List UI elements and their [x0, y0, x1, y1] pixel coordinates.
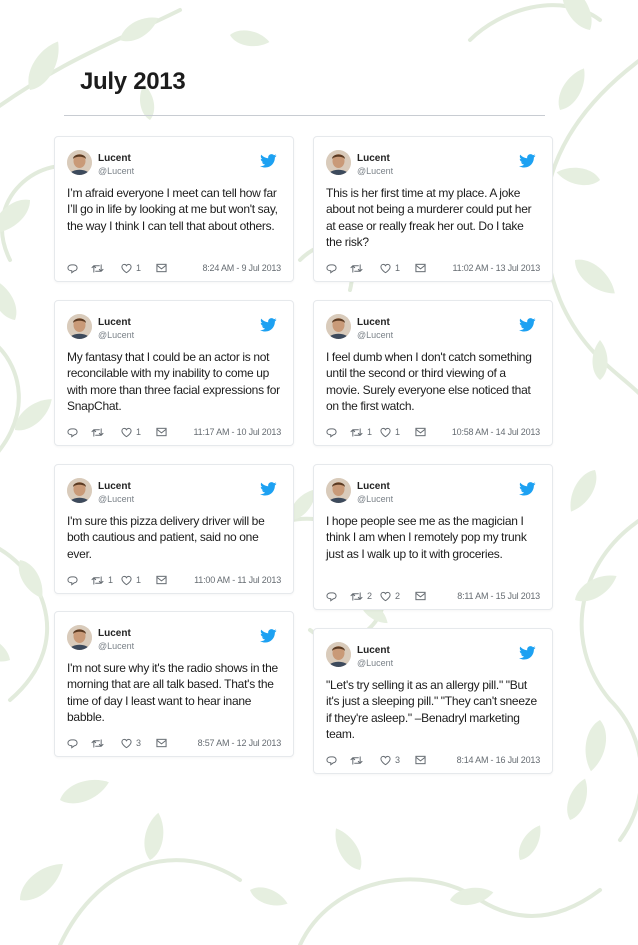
- retweet-button[interactable]: [350, 589, 372, 603]
- retweet-button[interactable]: [350, 261, 367, 275]
- author-handle[interactable]: @Lucent: [98, 494, 135, 504]
- tweet-card[interactable]: [54, 136, 294, 282]
- author-name[interactable]: Lucent: [98, 317, 131, 328]
- heart-icon: [380, 263, 391, 274]
- author-handle[interactable]: @Lucent: [357, 494, 394, 504]
- author-name[interactable]: Lucent: [357, 481, 390, 492]
- tweet-actions: [314, 749, 552, 773]
- envelope-icon: [156, 427, 167, 437]
- tweet-header: [55, 465, 293, 513]
- message-button[interactable]: [415, 425, 426, 439]
- tweet-header: [55, 301, 293, 349]
- avatar[interactable]: [326, 478, 351, 503]
- author-handle[interactable]: @Lucent: [357, 166, 394, 176]
- tweet-header: [314, 465, 552, 513]
- tweet-timestamp[interactable]: 8:57 AM - 12 Jul 2013: [197, 738, 281, 748]
- like-count: 1: [395, 263, 401, 273]
- author-name[interactable]: Lucent: [357, 645, 390, 656]
- tweet-text: "Let's try selling it as an allergy pill." "But it's just a sleeping pill." "They can't sneeze if they're asleep." –Benadryl marketing team.: [326, 678, 537, 742]
- avatar[interactable]: [326, 314, 351, 339]
- reply-icon: [67, 738, 78, 749]
- twitter-bird-icon[interactable]: [519, 482, 536, 496]
- reply-icon: [326, 755, 337, 766]
- envelope-icon: [415, 755, 426, 765]
- title-divider: [64, 115, 545, 116]
- tweet-timestamp[interactable]: 11:02 AM - 13 Jul 2013: [452, 263, 540, 273]
- retweet-button[interactable]: [91, 573, 113, 587]
- like-button[interactable]: [121, 425, 141, 439]
- tweet-timestamp[interactable]: 11:17 AM - 10 Jul 2013: [193, 427, 281, 437]
- like-button[interactable]: [121, 573, 141, 587]
- tweet-text: I'm sure this pizza delivery driver will be both cautious and patient, said no one ever.: [67, 514, 265, 561]
- like-button[interactable]: [380, 753, 400, 767]
- reply-icon: [326, 427, 337, 438]
- twitter-bird-icon[interactable]: [519, 154, 536, 168]
- tweet-timestamp[interactable]: 8:11 AM - 15 Jul 2013: [457, 591, 540, 601]
- envelope-icon: [415, 263, 426, 273]
- avatar[interactable]: [67, 478, 92, 503]
- tweet-actions: [55, 257, 293, 281]
- twitter-bird-icon[interactable]: [260, 318, 277, 332]
- retweet-icon: [91, 427, 104, 438]
- like-count: 1: [136, 575, 142, 585]
- envelope-icon: [156, 738, 167, 748]
- avatar[interactable]: [326, 150, 351, 175]
- message-button[interactable]: [156, 261, 167, 275]
- message-button[interactable]: [156, 736, 167, 750]
- avatar[interactable]: [326, 642, 351, 667]
- tweet-text: I hope people see me as the magician I think I am when I remotely pop my trunk just as I walk up to it with groceries.: [326, 514, 527, 561]
- tweet-actions: [314, 585, 552, 609]
- avatar[interactable]: [67, 314, 92, 339]
- author-name[interactable]: Lucent: [98, 481, 131, 492]
- tweet-header: [55, 612, 293, 660]
- reply-button[interactable]: [326, 261, 337, 275]
- tweet-actions: [314, 257, 552, 281]
- envelope-icon: [156, 263, 167, 273]
- author-name[interactable]: Lucent: [98, 153, 131, 164]
- tweet-header: [314, 137, 552, 185]
- tweet-timestamp[interactable]: 11:00 AM - 11 Jul 2013: [194, 575, 281, 585]
- envelope-icon: [415, 591, 426, 601]
- tweet-text: This is her first time at my place. A joke about not being a murderer could put her at ease or really freak her out. Do I take the risk?: [326, 186, 532, 250]
- heart-icon: [380, 755, 391, 766]
- tweet-card[interactable]: [54, 300, 294, 446]
- heart-icon: [121, 263, 132, 274]
- like-button[interactable]: [380, 425, 400, 439]
- tweet-header: [314, 629, 552, 677]
- tweet-actions: [55, 421, 293, 445]
- author-handle[interactable]: @Lucent: [98, 641, 135, 651]
- message-button[interactable]: [156, 573, 167, 587]
- author-name[interactable]: Lucent: [357, 153, 390, 164]
- tweet-card[interactable]: [313, 136, 553, 282]
- author-name[interactable]: Lucent: [357, 317, 390, 328]
- reply-icon: [67, 575, 78, 586]
- message-button[interactable]: [156, 425, 167, 439]
- twitter-bird-icon[interactable]: [519, 646, 536, 660]
- retweet-button[interactable]: [350, 425, 372, 439]
- reply-icon: [67, 427, 78, 438]
- twitter-bird-icon[interactable]: [519, 318, 536, 332]
- heart-icon: [121, 738, 132, 749]
- tweet-actions: [55, 569, 293, 593]
- like-count: 1: [395, 427, 401, 437]
- like-button[interactable]: [380, 589, 400, 603]
- retweet-button[interactable]: [91, 736, 108, 750]
- heart-icon: [121, 427, 132, 438]
- like-count: 2: [395, 591, 401, 601]
- reply-button[interactable]: [67, 425, 78, 439]
- twitter-bird-icon[interactable]: [260, 482, 277, 496]
- message-button[interactable]: [415, 753, 426, 767]
- tweet-card[interactable]: [313, 464, 553, 610]
- reply-button[interactable]: [67, 573, 78, 587]
- like-count: 3: [395, 755, 401, 765]
- like-button[interactable]: [380, 261, 400, 275]
- reply-button[interactable]: [67, 736, 78, 750]
- like-count: 3: [136, 738, 142, 748]
- like-button[interactable]: [121, 261, 141, 275]
- author-handle[interactable]: @Lucent: [98, 166, 135, 176]
- tweet-card[interactable]: [54, 464, 294, 594]
- author-handle[interactable]: @Lucent: [98, 330, 135, 340]
- tweet-text: I feel dumb when I don't catch something until the second or third viewing of a movie. Surely everyone else noticed that on the first watch.: [326, 350, 532, 414]
- author-handle[interactable]: @Lucent: [357, 658, 394, 668]
- tweet-actions: [314, 421, 552, 445]
- tweet-header: [314, 301, 552, 349]
- reply-button[interactable]: [326, 589, 337, 603]
- like-count: 1: [136, 263, 142, 273]
- tweet-timestamp[interactable]: 10:58 AM - 14 Jul 2013: [451, 427, 540, 437]
- tweet-timestamp[interactable]: 8:14 AM - 16 Jul 2013: [456, 755, 540, 765]
- tweet-text: I’m afraid everyone I meet can tell how far I’ll go in life by looking at me but won't say, the way I think I can tell that about others.: [67, 186, 278, 233]
- tweet-text: I'm not sure why it's the radio shows in the morning that are all talk based. That's the time of day I least want to hear inane babble.: [67, 661, 278, 725]
- tweet-text: My fantasy that I could be an actor is not reconcilable with my inability to come up with more than three facial expressions for SnapChat.: [67, 350, 280, 414]
- retweet-icon: [91, 738, 104, 749]
- reply-icon: [326, 263, 337, 274]
- tweet-timestamp[interactable]: 8:24 AM - 9 Jul 2013: [202, 263, 281, 273]
- retweet-icon: [350, 263, 363, 274]
- retweet-button[interactable]: [350, 753, 367, 767]
- heart-icon: [380, 427, 391, 438]
- retweet-icon: [350, 591, 363, 602]
- retweet-count: 1: [367, 427, 373, 437]
- reply-icon: [67, 263, 78, 274]
- avatar[interactable]: [67, 625, 92, 650]
- reply-button[interactable]: [326, 425, 337, 439]
- envelope-icon: [415, 427, 426, 437]
- retweet-count: 1: [108, 575, 114, 585]
- twitter-bird-icon[interactable]: [260, 629, 277, 643]
- message-button[interactable]: [415, 261, 426, 275]
- retweet-button[interactable]: [91, 425, 108, 439]
- heart-icon: [121, 575, 132, 586]
- reply-button[interactable]: [67, 261, 78, 275]
- tweet-card[interactable]: [54, 611, 294, 757]
- like-count: 1: [136, 427, 142, 437]
- heart-icon: [380, 591, 391, 602]
- tweet-header: [55, 137, 293, 185]
- tweet-card[interactable]: [313, 300, 553, 446]
- retweet-icon: [91, 575, 104, 586]
- twitter-bird-icon[interactable]: [260, 154, 277, 168]
- page-title: July 2013: [80, 68, 186, 95]
- retweet-count: 2: [367, 591, 373, 601]
- tweet-actions: [55, 732, 293, 756]
- retweet-button[interactable]: [91, 261, 108, 275]
- retweet-icon: [91, 263, 104, 274]
- author-name[interactable]: Lucent: [98, 628, 131, 639]
- tweet-card[interactable]: [313, 628, 553, 774]
- author-handle[interactable]: @Lucent: [357, 330, 394, 340]
- retweet-icon: [350, 427, 363, 438]
- reply-button[interactable]: [326, 753, 337, 767]
- retweet-icon: [350, 755, 363, 766]
- message-button[interactable]: [415, 589, 426, 603]
- reply-icon: [326, 591, 337, 602]
- envelope-icon: [156, 575, 167, 585]
- avatar[interactable]: [67, 150, 92, 175]
- like-button[interactable]: [121, 736, 141, 750]
